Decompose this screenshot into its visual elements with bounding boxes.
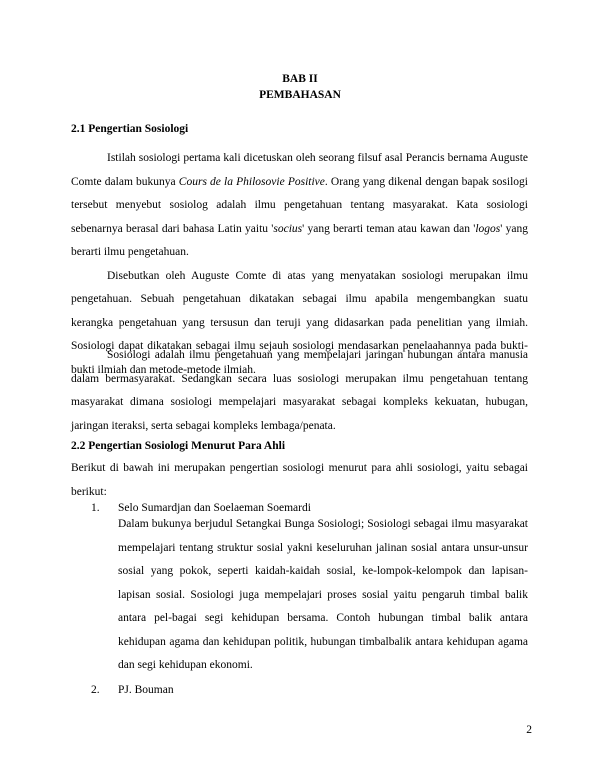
paragraph-1: Istilah sosiologi pertama kali dicetuskan oleh seorang filsuf asal Perancis bernama Auguste Comte dalam bukunya Cours de la Philosovie Positive. Orang yang dikenal dengan bapak sosilogi tersebut menyebut sosiolog adalah ilmu pengetahuan tentang masyarakat. Kata sosiologi sebenarnya berasal dari bahasa Latin yaitu 'socius' yang berarti teman atau kawan dan 'logos' yang berarti ilmu pengetahuan. bbox=[71, 152, 528, 258]
section-1-heading: 2.1 Pengertian Sosiologi bbox=[71, 123, 189, 135]
book-title: Cours de la Philosovie Positive bbox=[178, 175, 325, 188]
section-2-intro bbox=[71, 457, 528, 504]
expert-name: Selo Sumardjan dan Soelaeman Soemardi bbox=[118, 502, 311, 514]
list-number: 1. bbox=[91, 502, 100, 514]
expert-name: PJ. Bouman bbox=[118, 684, 174, 696]
paragraph-2: Disebutkan oleh Auguste Comte di atas yang menyatakan sosiologi merupakan ilmu pengetahuan. Sebuah pengetahuan dikatakan sebagai ilmu apabila mengembangkan suatu kerangka pengetahuan yang tersusun dan teruji yang didasarkan pada penelitian yang ilmiah. Sosiologi dapat dikatakan sebagai ilmu sejauh sosiologi mendasarkan penelaahannya pada bukti-bukti ilmiah dan metode-metode ilmiah. bbox=[71, 269, 528, 376]
chapter-number: BAB II bbox=[282, 73, 318, 85]
chapter-title: PEMBAHASAN bbox=[259, 89, 341, 101]
page-number: 2 bbox=[526, 724, 532, 736]
list-number: 2. bbox=[91, 684, 100, 696]
paragraph-3: Sosiologi adalah ilmu pengetahuan yang mempelajari jaringan hubungan antara manusia dalam bermasyarakat. Sedangkan secara luas sosiologi merupakan ilmu pengetahuan tentang masyarakat dimana sosiologi mempelajari masyarakat sebagai kompleks kekuatan, hubugan, jaringan iteraksi, serta sebagai kompleks lembaga/penata. bbox=[71, 349, 528, 432]
section-2-heading: 2.2 Pengertian Sosiologi Menurut Para Ahli bbox=[71, 440, 286, 452]
expert-definition: Dalam bukunya berjudul Setangkai Bunga Sosiologi; Sosiologi sebagai ilmu masyarakat mempelajari tentang struktur sosial yakni keseluruhan jalinan sosial antara unsur-unsur sosial yang pokok, seperti kaidah-kaidah sosial, ke-lompok-kelompok dan lapisan-lapisan sosial. Sosiologi juga mempelajari proses sosial yaitu pengaruh timbal balik antara pel-bagai segi kehidupan bersama. Contoh hubungan timbal balik antara kehidupan agama dan kehidupan politik, hubungan timbalbalik antara kehidupan agama dan segi kehidupan ekonomi. bbox=[118, 518, 528, 671]
section-1-body-2 bbox=[71, 344, 528, 438]
intro-paragraph: Berikut di bawah ini merupakan pengertian sosiologi menurut para ahli sosiologi, yaitu sebagai berikut: bbox=[71, 462, 528, 498]
